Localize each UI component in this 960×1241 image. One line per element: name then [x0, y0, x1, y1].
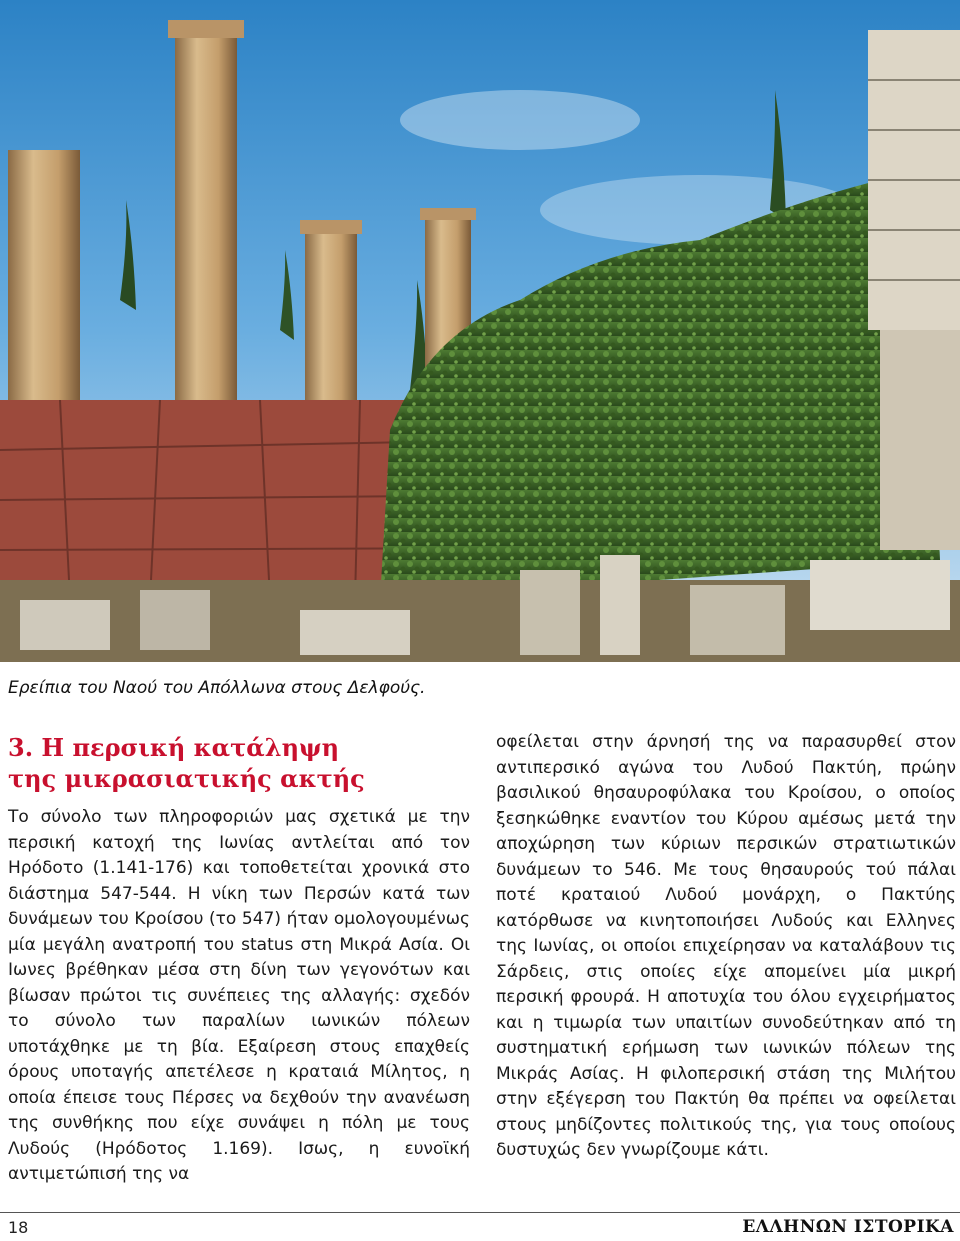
page-number: 18 [8, 1218, 29, 1237]
section-heading-line-1: 3. Η περσική κατάληψη [8, 733, 340, 762]
section-heading-line-2: της μικρασιατικής ακτής [8, 764, 365, 793]
body-text-left-column: Το σύνολο των πληροφοριών μας σχετικά με την περσική κατοχή της Ιωνίας αντλείται από τον Ηρόδοτο (1.141-176) και τοποθετείται χρονικά στο διάστημα 547-544. Η νίκη των Περσών κατά των δυνάμεων του Κροίσου (το 547) ήταν ομολογουμένως μία μεγάλη ανατροπή του status στη Μικρά Ασία. Οι Ιωνες βρέθηκαν μέσα στη δίνη των γεγονότων και βίωσαν πρώτοι τις συνέπειες της αλλαγής: σχεδόν το σύνολο των παραλίων ιωνικών πόλεων υποτάχθηκε με τη βία. Εξαίρεση στους επαχθείς όρους υποταγής απετέλεσε η κραταιά Μίλητος, η οποία έπεισε τους Πέρσες να δεχθούν την ανανέωση της συνθήκης που είχε συνάψει η πόλη με τους Λυδούς (Ηρόδοτος 1.169). Ισως, η ευνοϊκή αντιμετώπισή της να [8, 807, 470, 1184]
section-heading [8, 732, 468, 794]
footer-divider [0, 1212, 960, 1213]
photo-caption: Ερείπια του Ναού του Απόλλωνα στους Δελφούς. [8, 678, 426, 698]
running-title: ΕΛΛΗΝΩΝ ΙΣΤΟΡΙΚΑ [742, 1217, 954, 1237]
body-text-right-column: οφείλεται στην άρνησή της να παρασυρθεί στον αντιπερσικό αγώνα του Λυδού Πακτύη, πρώην βασιλικού θησαυροφύλακα του Κροίσου, ο οποίος ξεσηκώθηκε εναντίον του Κύρου αμέσως μετά την αποχώρηση των κύριων περσικών στρατιωτικών δυνάμεων το 546. Με τους θησαυρούς τού πάλαι ποτέ κραταιού Λυδού μονάρχη, ο Πακτύης κατόρθωσε να κινητοποιήσει Λυδούς και Ελληνες της Ιωνίας, οι οποίοι επιχείρησαν να καταλάβουν τις Σάρδεις, στις οποίες είχε απομείνει μία μικρή περσική φρουρά. Η αποτυχία του όλου εγχειρήματος και η τιμωρία των υπαιτίων συνοδεύτηκαν από τη συστηματική ερήμωση των ιωνικών πόλεων της Μικράς Ασίας. Η φιλοπερσική στάση της Μιλήτου στην εξέγερση του Πακτύη θα πρέπει να οφείλεται στους μηδίζοντες πολιτικούς της, για τους οποίους δυστυχώς δεν γνωρίζουμε κάτι. [496, 732, 956, 1160]
